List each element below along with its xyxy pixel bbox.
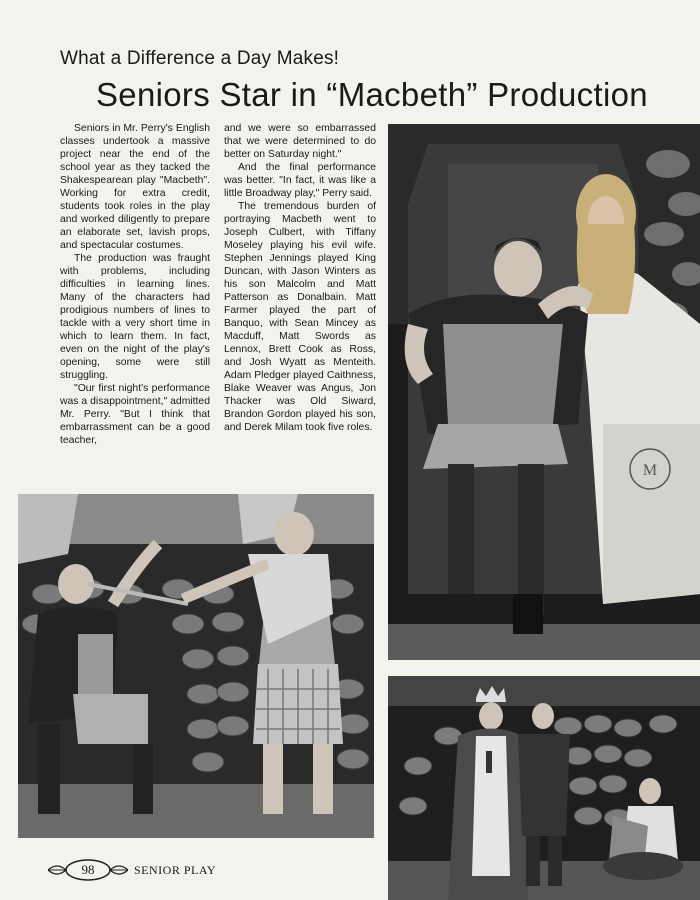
paragraph: The production was fraught with problems, including difficulties in learning lines. Many of the characters had prodigious numbers of lines to tackle with a very short time in which to learn them. In fact, even on the night of the play's opening, some were still struggling.	[60, 253, 210, 381]
article-column-2	[224, 122, 376, 434]
page-number: 98	[81, 862, 95, 877]
paragraph: The tremendous burden of portraying Macbeth went to Joseph Culbert, with Tiffany Moseley playing his evil wife. Stephen Jennings played King Duncan, with Jason Winters as his son Malcolm and Matt Patterson as Donalbain. Matt Farmer played the part of Banquo, with Sean Mincey as Macduff, Matt Swords as Lennox, Brett Cook as Ross, and Josh Wyatt as Menteith. Adam Pledger played Caithness, Blake Weaver was Angus, Jon Thacker was Old Siward, Brandon Gordon played his son, and Derek Milam took five roles.	[224, 201, 376, 433]
paragraph: and we were so embarrassed that we were determined to do better on Saturday night."	[224, 123, 376, 160]
section-title: SENIOR PLAY	[134, 862, 217, 877]
photo-king-scene	[388, 676, 700, 900]
article-column-1	[60, 122, 210, 447]
paragraph: And the final performance was better. "In fact, it was like a little Broadway play," Perry said.	[224, 162, 376, 199]
paragraph: Seniors in Mr. Perry's English classes undertook a massive project near the end of the school year as they tacked the Shakespearean play "Macbeth". Working for extra credit, students took roles in the play and worked diligently to prepare an elaborate set, lavish props, and spectacular costumes.	[60, 123, 210, 251]
page-footer	[48, 858, 216, 882]
photo-sword-fight	[18, 494, 374, 838]
paragraph: "Our first night's performance was a disappointment," admitted Mr. Perry. "But I think that embarrassment can be a good teacher,	[60, 383, 210, 446]
kicker-headline: What a Difference a Day Makes!	[60, 48, 340, 69]
photo-macbeth-and-lady-macbeth	[388, 124, 700, 660]
svg-text:M: M	[642, 462, 658, 479]
page-headline: Seniors Star in “Macbeth” Production	[96, 76, 648, 113]
page-number-badge	[48, 858, 128, 882]
